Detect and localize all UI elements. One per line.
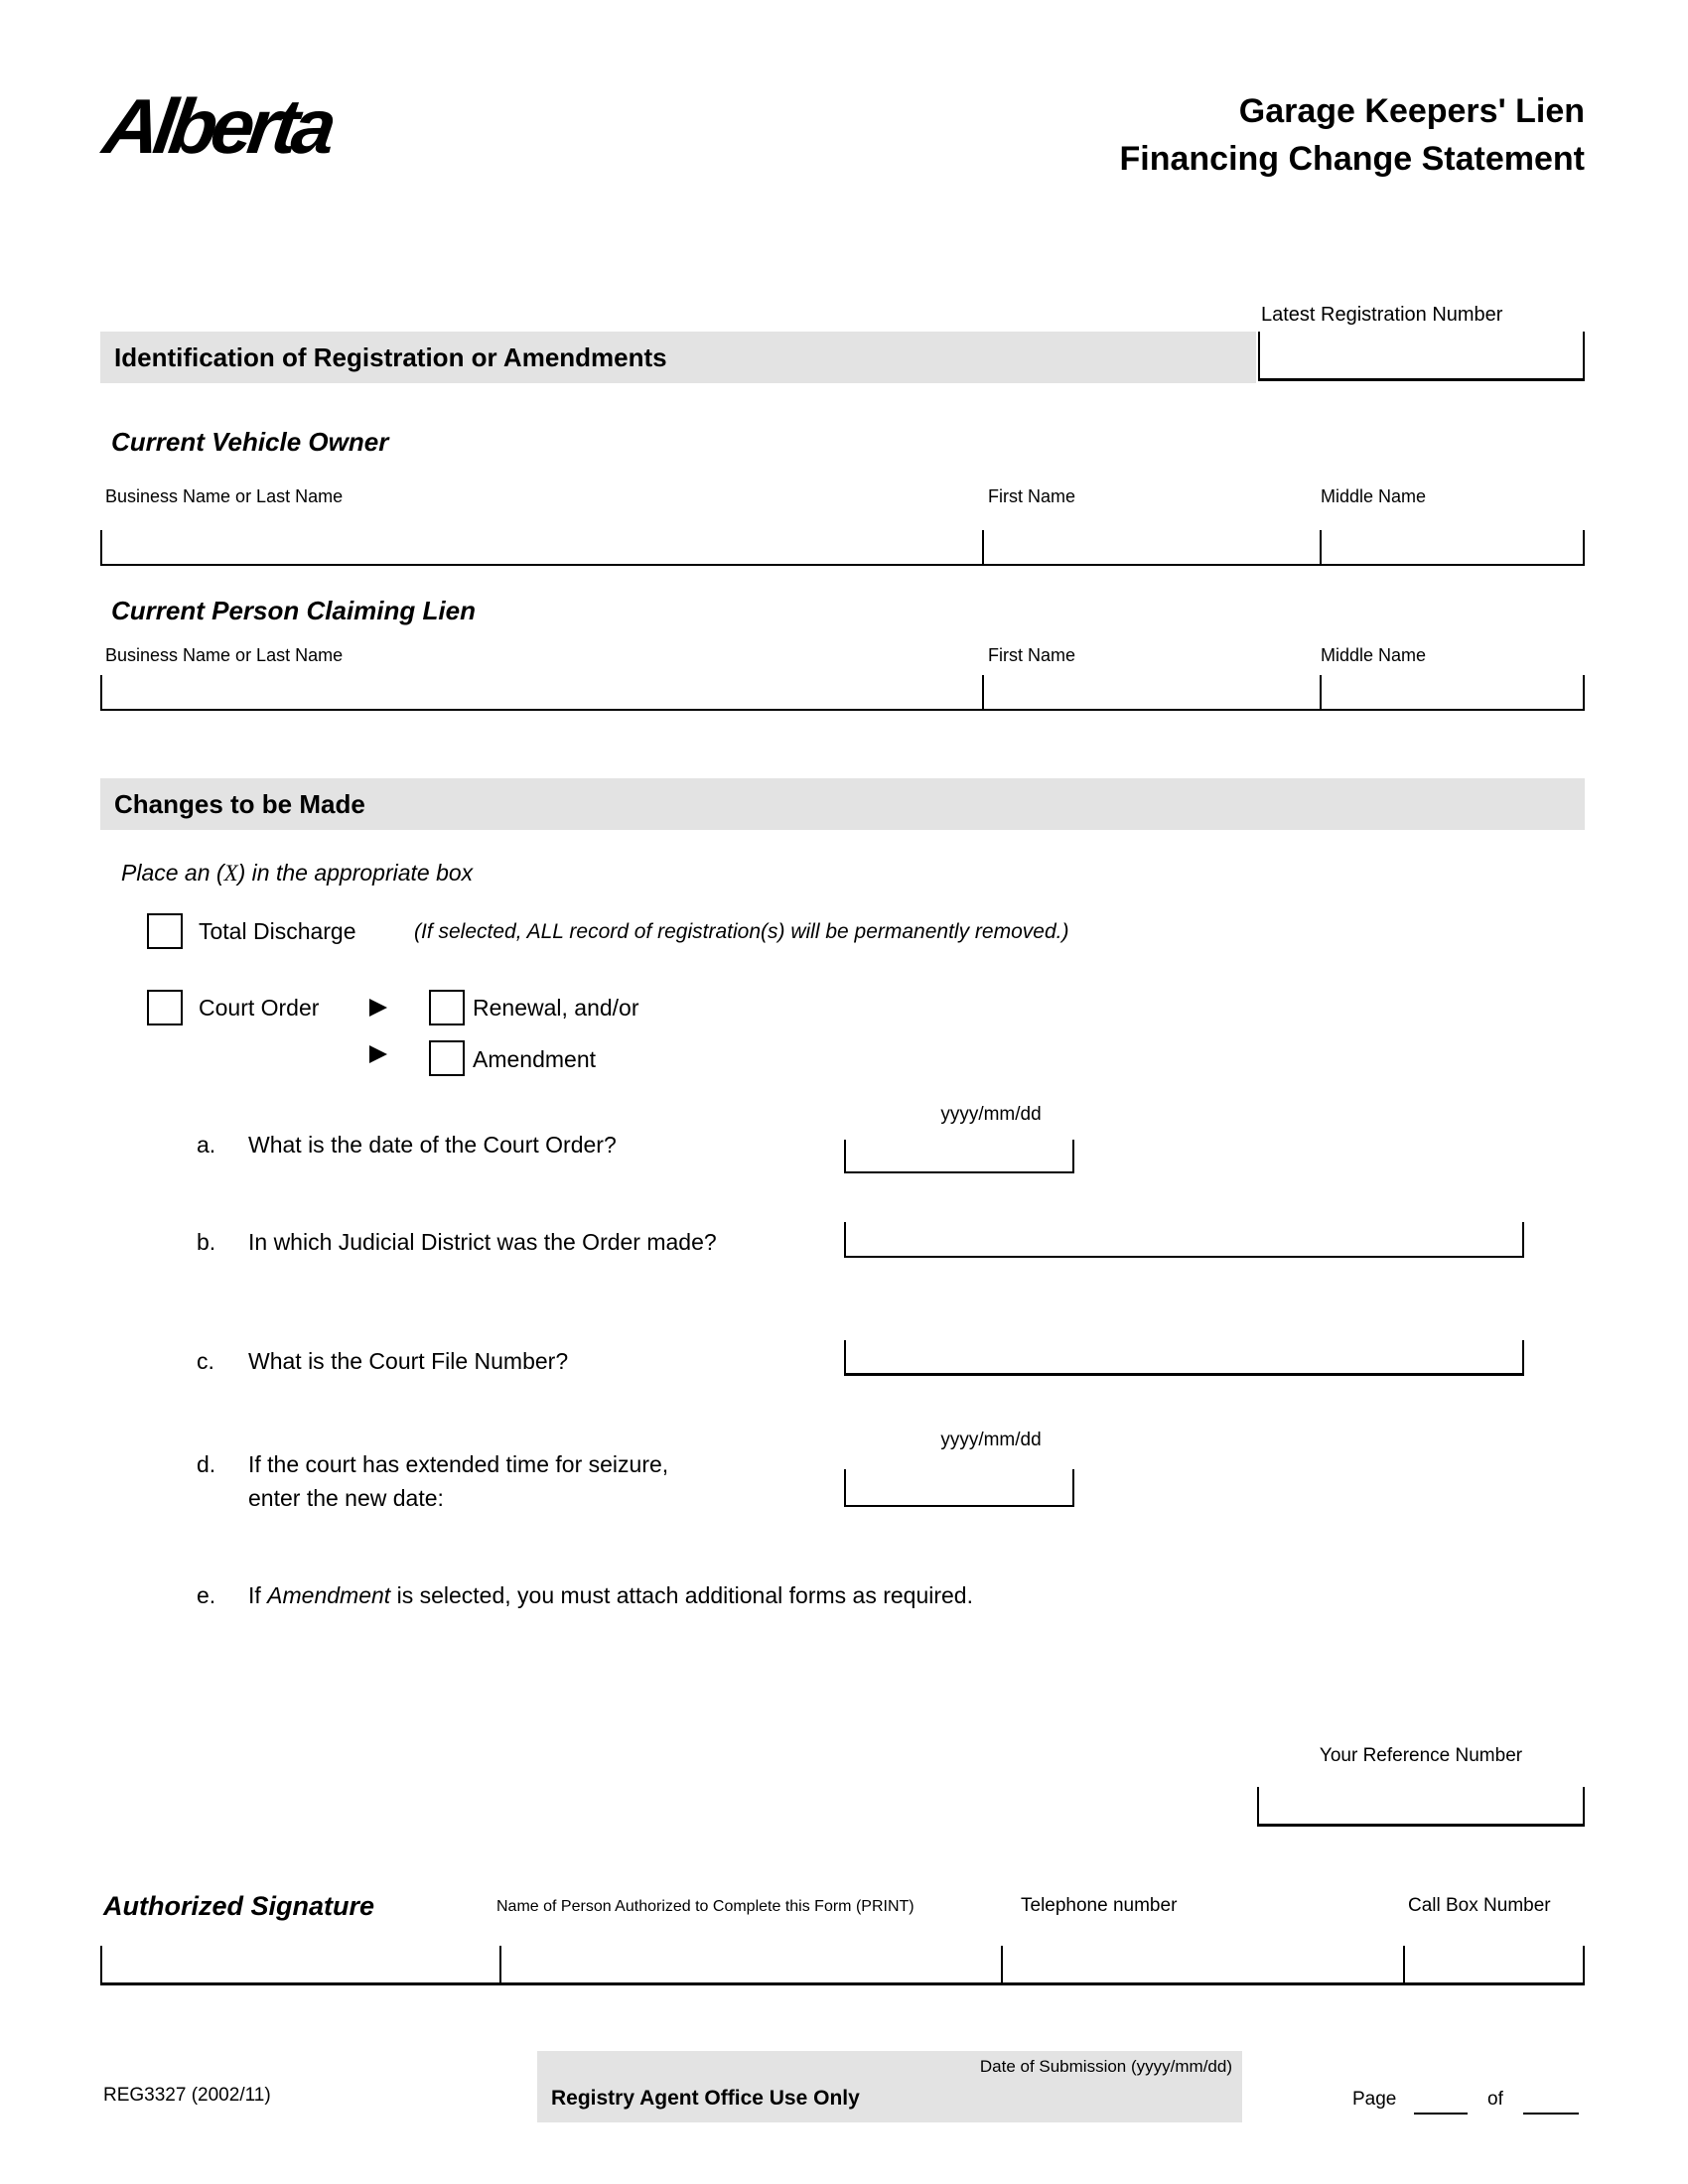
section-changes-bar [100,778,1585,830]
date-format-label-d: yyyy/mm/dd [940,1430,1042,1450]
page-label: Page [1352,2089,1397,2110]
authorized-signature-field[interactable] [102,1946,499,1982]
claimant-business-name-label: Business Name or Last Name [105,645,344,665]
form-title-line1: Garage Keepers' Lien [1238,92,1585,130]
claimant-name-row [100,675,1585,711]
total-discharge-note: (If selected, ALL record of registration(s) will be permanently removed.) [414,920,1069,943]
page-number-blank[interactable] [1414,2089,1468,2115]
claimant-middle-name-field[interactable] [1322,675,1585,709]
question-e-suffix: is selected, you must attach additional forms as required. [390,1582,973,1608]
section-identification-title: Identification of Registration or Amendments [114,341,667,372]
call-box-number-field[interactable] [1405,1946,1585,1982]
place-x-prefix: Place an ( [121,860,224,886]
current-vehicle-owner-heading: Current Vehicle Owner [111,427,389,457]
claimant-middle-name-label: Middle Name [1321,645,1427,665]
question-d-text-line1: If the court has extended time for seizure, [248,1451,669,1477]
owner-business-name-field[interactable] [102,530,982,564]
question-e-letter: e. [197,1582,216,1608]
court-file-number-field[interactable] [844,1340,1524,1376]
registry-office-use-box [537,2051,1242,2122]
question-a-text: What is the date of the Court Order? [248,1132,617,1158]
amendment-label: Amendment [473,1046,597,1072]
place-x-glyph: X [223,861,238,886]
owner-name-row [100,530,1585,566]
signature-row [100,1946,1585,1985]
name-print-label: Name of Person Authorized to Complete this Form (PRINT) [496,1898,914,1915]
place-x-suffix: ) in the appropriate box [237,860,474,886]
renewal-checkbox[interactable] [429,990,465,1025]
court-order-checkbox[interactable] [147,990,183,1025]
amendment-checkbox[interactable] [429,1040,465,1076]
form-title-line2: Financing Change Statement [1119,140,1585,178]
claimant-first-name-field[interactable] [984,675,1320,709]
arrow-right-icon [369,1045,387,1063]
total-discharge-checkbox[interactable] [147,913,183,949]
renewal-label: Renewal, and/or [473,995,639,1021]
section-changes-title: Changes to be Made [114,788,365,819]
owner-middle-name-field[interactable] [1322,530,1585,564]
section-identification-bar [100,332,1256,383]
place-x-instruction [121,860,473,887]
owner-middle-name-label: Middle Name [1321,486,1427,506]
of-label: of [1487,2089,1503,2110]
owner-business-name-label: Business Name or Last Name [105,486,344,506]
your-reference-number-field[interactable] [1257,1787,1585,1827]
latest-registration-number-label: Latest Registration Number [1261,304,1503,326]
date-format-label-a: yyyy/mm/dd [940,1104,1042,1125]
claimant-first-name-label: First Name [988,645,1076,665]
telephone-number-field[interactable] [1003,1946,1403,1982]
owner-first-name-label: First Name [988,486,1076,506]
your-reference-number-label: Your Reference Number [1319,1745,1523,1766]
call-box-number-label: Call Box Number [1408,1895,1551,1916]
question-d-text-line2: enter the new date: [248,1485,444,1511]
question-e-italic-word: Amendment [267,1582,391,1608]
person-claiming-lien-heading: Current Person Claiming Lien [111,596,476,625]
judicial-district-field[interactable] [844,1222,1524,1258]
claimant-business-name-field[interactable] [102,675,982,709]
court-order-date-field[interactable] [844,1140,1074,1173]
date-of-submission-label: Date of Submission (yyyy/mm/dd) [979,2057,1232,2076]
page-total-blank[interactable] [1523,2089,1579,2115]
name-print-field[interactable] [501,1946,1001,1982]
question-c-letter: c. [197,1348,214,1374]
extended-seizure-date-field[interactable] [844,1469,1074,1507]
total-discharge-label: Total Discharge [199,918,356,944]
question-e-text [248,1582,973,1609]
question-e-prefix: If [248,1582,268,1608]
question-a-letter: a. [197,1132,216,1158]
owner-first-name-field[interactable] [984,530,1320,564]
question-b-letter: b. [197,1229,216,1255]
form-title [1120,87,1586,183]
telephone-number-label: Telephone number [1021,1895,1178,1916]
court-order-label: Court Order [199,995,320,1021]
form-number: REG3327 (2002/11) [103,2085,271,2106]
arrow-right-icon [369,999,387,1017]
registry-office-use-label: Registry Agent Office Use Only [551,2087,860,2110]
latest-registration-number-field[interactable] [1258,332,1585,381]
authorized-signature-heading: Authorized Signature [103,1891,375,1921]
question-c-text: What is the Court File Number? [248,1348,569,1374]
alberta-logo: Alberta [98,82,337,170]
question-d-letter: d. [197,1451,216,1477]
question-b-text: In which Judicial District was the Order made? [248,1229,717,1255]
